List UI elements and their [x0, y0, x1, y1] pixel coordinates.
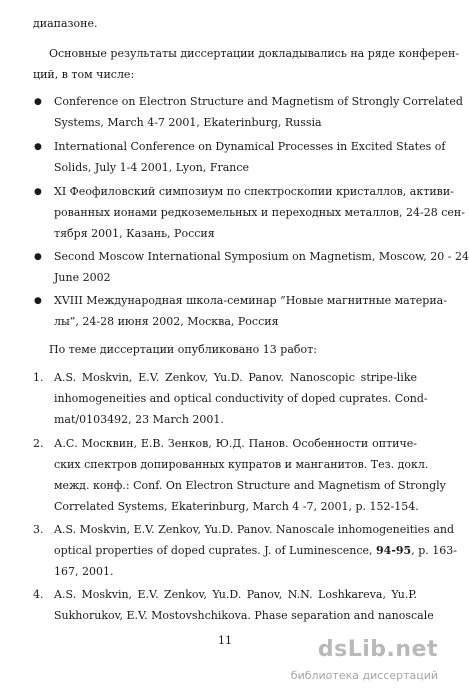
text-line: International Conference on Dynamical Processes in Excited States of — [54, 140, 446, 153]
text-line: ских спектров допированных купратов и манганитов. Тез. докл. — [54, 458, 429, 471]
text-line: A.S. Moskvin, E.V. Zenkov, Yu.D. Panov. Nanoscale inhomogeneities and — [54, 523, 455, 536]
text-line: Second Moscow International Symposium on Magnetism, Moscow, 20 - 24 — [54, 250, 469, 263]
text-line: XI Феофиловский симпозиум по спектроскопии кристаллов, активи- — [54, 185, 454, 198]
bullet-icon: ● — [34, 187, 42, 197]
text-line: A.S. Moskvin, E.V. Zenkov, Yu.D. Panov. Nanoscopic stripe-like — [54, 371, 417, 384]
volume-number: 94-95 — [376, 544, 412, 557]
text-line: диапазоне. — [33, 17, 98, 30]
text-line: Systems, March 4-7 2001, Ekaterinburg, Russia — [54, 116, 322, 129]
bullet-icon: ● — [34, 296, 42, 306]
text-line: рованных ионами редкоземельных и переходных металлов, 24-28 сен- — [54, 206, 465, 219]
page-number: 11 — [218, 634, 232, 647]
text-line: XVIII Международная школа-семинар ”Новые магнитные материа- — [54, 294, 447, 307]
text-line: тября 2001, Казань, Россия — [54, 227, 215, 240]
citation-text: , p. 163- — [411, 544, 457, 557]
text-line: По теме диссертации опубликовано 13 работ: — [49, 343, 317, 356]
item-number: 2. — [33, 437, 44, 450]
text-line: Correlated Systems, Ekaterinburg, March 4 -7, 2001, p. 152-154. — [54, 500, 419, 513]
text-line: Solids, July 1-4 2001, Lyon, France — [54, 161, 250, 174]
item-number: 4. — [33, 588, 44, 601]
text-line: A.S. Moskvin, E.V. Zenkov, Yu.D. Panov, N.N. Loshkareva, Yu.P. — [54, 588, 417, 601]
text-line: ций, в том числе: — [33, 68, 135, 81]
item-number: 3. — [33, 523, 44, 536]
watermark-logo: dsLib.net — [317, 637, 438, 662]
text-line: Conference on Electron Structure and Magnetism of Strongly Correlated — [54, 95, 463, 108]
text-line — [54, 541, 457, 561]
bullet-icon: ● — [34, 97, 42, 107]
bullet-icon: ● — [34, 252, 42, 262]
text-line: 167, 2001. — [54, 565, 114, 578]
text-line: inhomogeneities and optical conductivity of doped cuprates. Cond- — [54, 392, 428, 405]
text-line: Основные результаты диссертации докладывались на ряде конферен- — [49, 47, 460, 60]
text-line: А.С. Москвин, Е.В. Зенков, Ю.Д. Панов. Особенности оптиче- — [54, 437, 417, 450]
bullet-icon: ● — [34, 142, 42, 152]
text-line: лы”, 24-28 июня 2002, Москва, Россия — [54, 315, 279, 328]
text-line: mat/0103492, 23 March 2001. — [54, 413, 224, 426]
watermark — [288, 637, 438, 684]
text-line: межд. конф.: Conf. On Electron Structure and Magnetism of Strongly — [54, 479, 446, 492]
text-line: June 2002 — [54, 271, 111, 284]
watermark-subtitle: библиотека диссертаций — [290, 669, 438, 682]
item-number: 1. — [33, 371, 44, 384]
citation-text: optical properties of doped cuprates. J. of Luminescence, — [54, 544, 377, 557]
text-line: Sukhorukov, E.V. Mostovshchikova. Phase separation and nanoscale — [54, 609, 434, 622]
